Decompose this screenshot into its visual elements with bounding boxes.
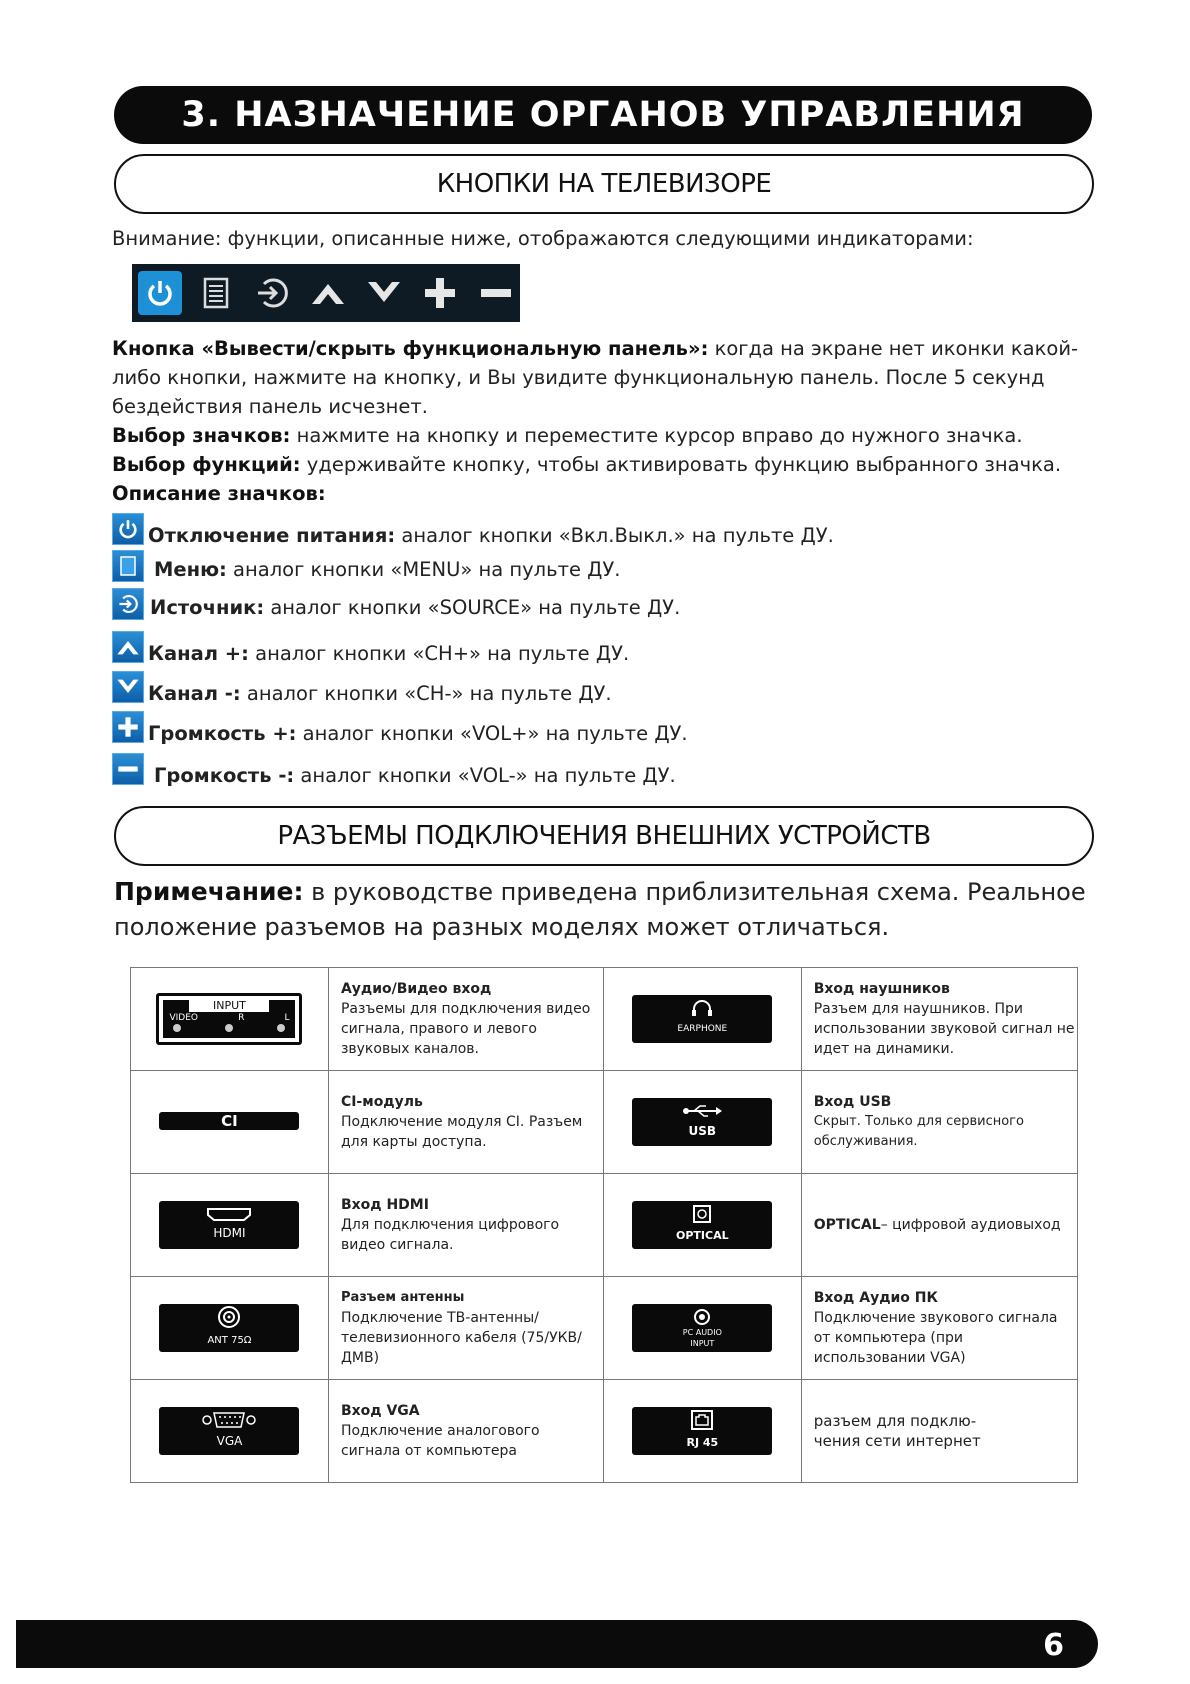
vga-desc	[328, 1380, 603, 1483]
icons-heading-label: Описание значков:	[112, 482, 326, 505]
icons-heading	[112, 479, 1112, 508]
icon-item-label: Канал +:	[148, 642, 249, 665]
input-label: INPUT	[189, 1000, 269, 1012]
section-heading-connectors: РАЗЪЕМЫ ПОДКЛЮЧЕНИЯ ВНЕШНИХ УСТРОЙСТВ	[114, 806, 1094, 866]
desc-title: Вход Аудио ПК	[813, 1290, 938, 1306]
desc-text: Подключение звукового сигнала от компьютера (при использовании VGA)	[813, 1310, 1058, 1366]
note-text	[114, 874, 1104, 945]
ci-desc	[328, 1071, 603, 1174]
volume-down-icon	[474, 271, 518, 315]
icon-item-label: Громкость +:	[148, 722, 297, 745]
power-icon	[112, 513, 144, 545]
optical-desc	[801, 1174, 1077, 1277]
volume-down-icon	[112, 753, 144, 785]
desc-text: разъем для подключения сети интернет	[813, 1412, 981, 1450]
antenna-connector	[131, 1277, 329, 1380]
icon-item-label: Громкость -:	[154, 764, 295, 787]
desc-title: OPTICAL	[813, 1217, 881, 1233]
earphone-connector	[603, 968, 801, 1071]
note-label: Примечание:	[114, 877, 304, 906]
volume-up-icon	[112, 711, 144, 743]
hdmi-desc	[328, 1174, 603, 1277]
desc-text: Подключение модуля CI. Разъем для карты доступа.	[340, 1114, 583, 1150]
channel-up-icon	[112, 631, 144, 663]
l-jack-icon	[277, 1024, 285, 1032]
menu-icon	[194, 271, 238, 315]
vga-port-icon	[201, 1411, 257, 1429]
desc-text: Разъем для наушников. При использовании звуковой сигнал не идет на динамики.	[813, 1001, 1075, 1057]
connectors-table	[130, 967, 1078, 1483]
antenna-desc	[328, 1277, 603, 1380]
icon-item-channel-up	[112, 628, 629, 665]
icon-item-text: аналог кнопки «CH-» на пульте ДУ.	[240, 682, 612, 705]
page-title: 3. НАЗНАЧЕНИЕ ОРГАНОВ УПРАВЛЕНИЯ	[114, 86, 1092, 144]
antenna-jack-icon	[217, 1305, 241, 1329]
table-row	[131, 1174, 1078, 1277]
usb-icon	[682, 1103, 722, 1119]
headphones-icon	[691, 999, 713, 1017]
icon-item-volume-down	[112, 750, 676, 787]
icon-select-text: нажмите на кнопку и переместите курсор вправо до нужного значка.	[290, 424, 1023, 447]
power-icon	[138, 271, 182, 315]
panel-button-text: когда на экране нет иконки какой-либо кнопки, нажмите на кнопку, и Вы увидите функциональную панель. После 5 секунд бездействия панель исчезнет.	[112, 337, 1079, 418]
rj45-connector	[603, 1380, 801, 1483]
icon-item-text: аналог кнопки «VOL-» на пульте ДУ.	[294, 764, 676, 787]
icon-item-text: аналог кнопки «CH+» на пульте ДУ.	[248, 642, 630, 665]
note-body: в руководстве приведена приблизительная схема. Реальное положение разъемов на разных моделях может отличаться.	[114, 878, 1086, 941]
vga-connector	[131, 1380, 329, 1483]
desc-text: Подключение аналогового сигнала от компьютера	[340, 1423, 540, 1459]
menu-icon	[112, 550, 144, 582]
r-jack-icon	[225, 1024, 233, 1032]
hdmi-icon	[206, 1207, 252, 1221]
icon-item-text: аналог кнопки «MENU» на пульте ДУ.	[226, 557, 621, 581]
optical-connector	[603, 1174, 801, 1277]
source-icon	[112, 588, 144, 620]
desc-title: Разъем антенны	[340, 1290, 465, 1305]
pc-audio-connector	[603, 1277, 801, 1380]
section-heading-tv-buttons: КНОПКИ НА ТЕЛЕВИЗОРЕ	[114, 154, 1094, 214]
desc-text: Скрыт. Только для сервисного обслуживания.	[813, 1114, 1024, 1149]
usb-label: USB	[688, 1124, 717, 1138]
desc-title: Вход VGA	[340, 1403, 420, 1419]
volume-up-icon	[418, 271, 462, 315]
video-jack-icon	[173, 1024, 181, 1032]
optical-label: OPTICAL	[676, 1229, 729, 1242]
ci-label: CI	[159, 1112, 299, 1130]
icon-item-label: Меню:	[154, 557, 227, 581]
table-row	[131, 968, 1078, 1071]
desc-title: Вход USB	[813, 1094, 892, 1110]
icon-item-label: Источник:	[150, 595, 265, 619]
table-row	[131, 1277, 1078, 1380]
table-row	[131, 1380, 1078, 1483]
desc-title: Вход HDMI	[340, 1197, 429, 1213]
attention-text: Внимание: функции, описанные ниже, отображаются следующими индикаторами:	[112, 227, 974, 250]
source-icon	[250, 271, 294, 315]
icon-item-label: Отключение питания:	[148, 524, 396, 547]
function-select-text: удерживайте кнопку, чтобы активировать функцию выбранного значка.	[300, 453, 1062, 476]
vga-label: VGA	[216, 1434, 243, 1448]
function-select-description	[112, 450, 1112, 479]
desc-text: Подключение ТВ-антенны/ телевизионного кабеля (75/УКВ/ДМВ)	[340, 1310, 582, 1366]
icon-item-text: аналог кнопки «Вкл.Выкл.» на пульте ДУ.	[395, 524, 834, 547]
ci-connector	[131, 1071, 329, 1174]
pc-input-label: INPUT	[690, 1339, 715, 1348]
channel-down-icon	[112, 671, 144, 703]
icon-item-text: аналог кнопки «SOURCE» на пульте ДУ.	[264, 595, 681, 619]
desc-text: Разъемы для подключения видео сигнала, правого и левого звуковых каналов.	[340, 1001, 591, 1057]
icon-item-source	[112, 588, 680, 620]
page-number: 6	[1043, 1628, 1064, 1663]
desc-title: CI-модуль	[340, 1094, 423, 1110]
channel-up-icon	[306, 271, 350, 315]
icon-item-channel-down	[112, 668, 612, 705]
function-select-label: Выбор функций:	[112, 453, 301, 476]
icon-item-power	[112, 510, 834, 547]
panel-button-label: Кнопка «Вывести/скрыть функциональную панель»:	[112, 337, 709, 360]
icon-item-text: аналог кнопки «VOL+» на пульте ДУ.	[296, 722, 688, 745]
icon-select-description	[112, 421, 1112, 450]
table-row	[131, 1071, 1078, 1174]
footer-bar	[16, 1620, 1098, 1668]
icon-item-menu	[112, 550, 620, 582]
r-label: R	[238, 1013, 245, 1023]
desc-title: Аудио/Видео вход	[340, 981, 492, 997]
panel-button-description	[112, 334, 1112, 421]
desc-text: – цифровой аудиовыход	[880, 1217, 1061, 1233]
earphone-label: EARPHONE	[677, 1024, 728, 1034]
ethernet-port-icon	[690, 1409, 714, 1431]
l-label: L	[284, 1013, 290, 1023]
video-label: VIDEO	[169, 1013, 198, 1023]
indicator-strip	[132, 264, 520, 322]
desc-title: Вход наушников	[813, 981, 950, 997]
desc-text: Для подключения цифрового видео сигнала.	[340, 1217, 560, 1253]
rj45-label: RJ 45	[686, 1436, 719, 1449]
hdmi-label: HDMI	[213, 1226, 246, 1240]
channel-down-icon	[362, 271, 406, 315]
av-input-desc	[328, 968, 603, 1071]
rj45-desc	[801, 1380, 1077, 1483]
earphone-desc	[801, 968, 1077, 1071]
icon-item-volume-up	[112, 708, 688, 745]
pc-audio-desc	[801, 1277, 1077, 1380]
hdmi-connector	[131, 1174, 329, 1277]
antenna-label: ANT 75Ω	[207, 1335, 252, 1346]
usb-desc	[801, 1071, 1077, 1174]
pc-audio-label: PC AUDIO	[682, 1328, 722, 1337]
optical-icon	[692, 1204, 712, 1224]
usb-connector	[603, 1071, 801, 1174]
av-input-connector	[131, 968, 329, 1071]
icon-item-label: Канал -:	[148, 682, 241, 705]
icon-select-label: Выбор значков:	[112, 424, 291, 447]
audio-jack-icon	[693, 1308, 711, 1326]
